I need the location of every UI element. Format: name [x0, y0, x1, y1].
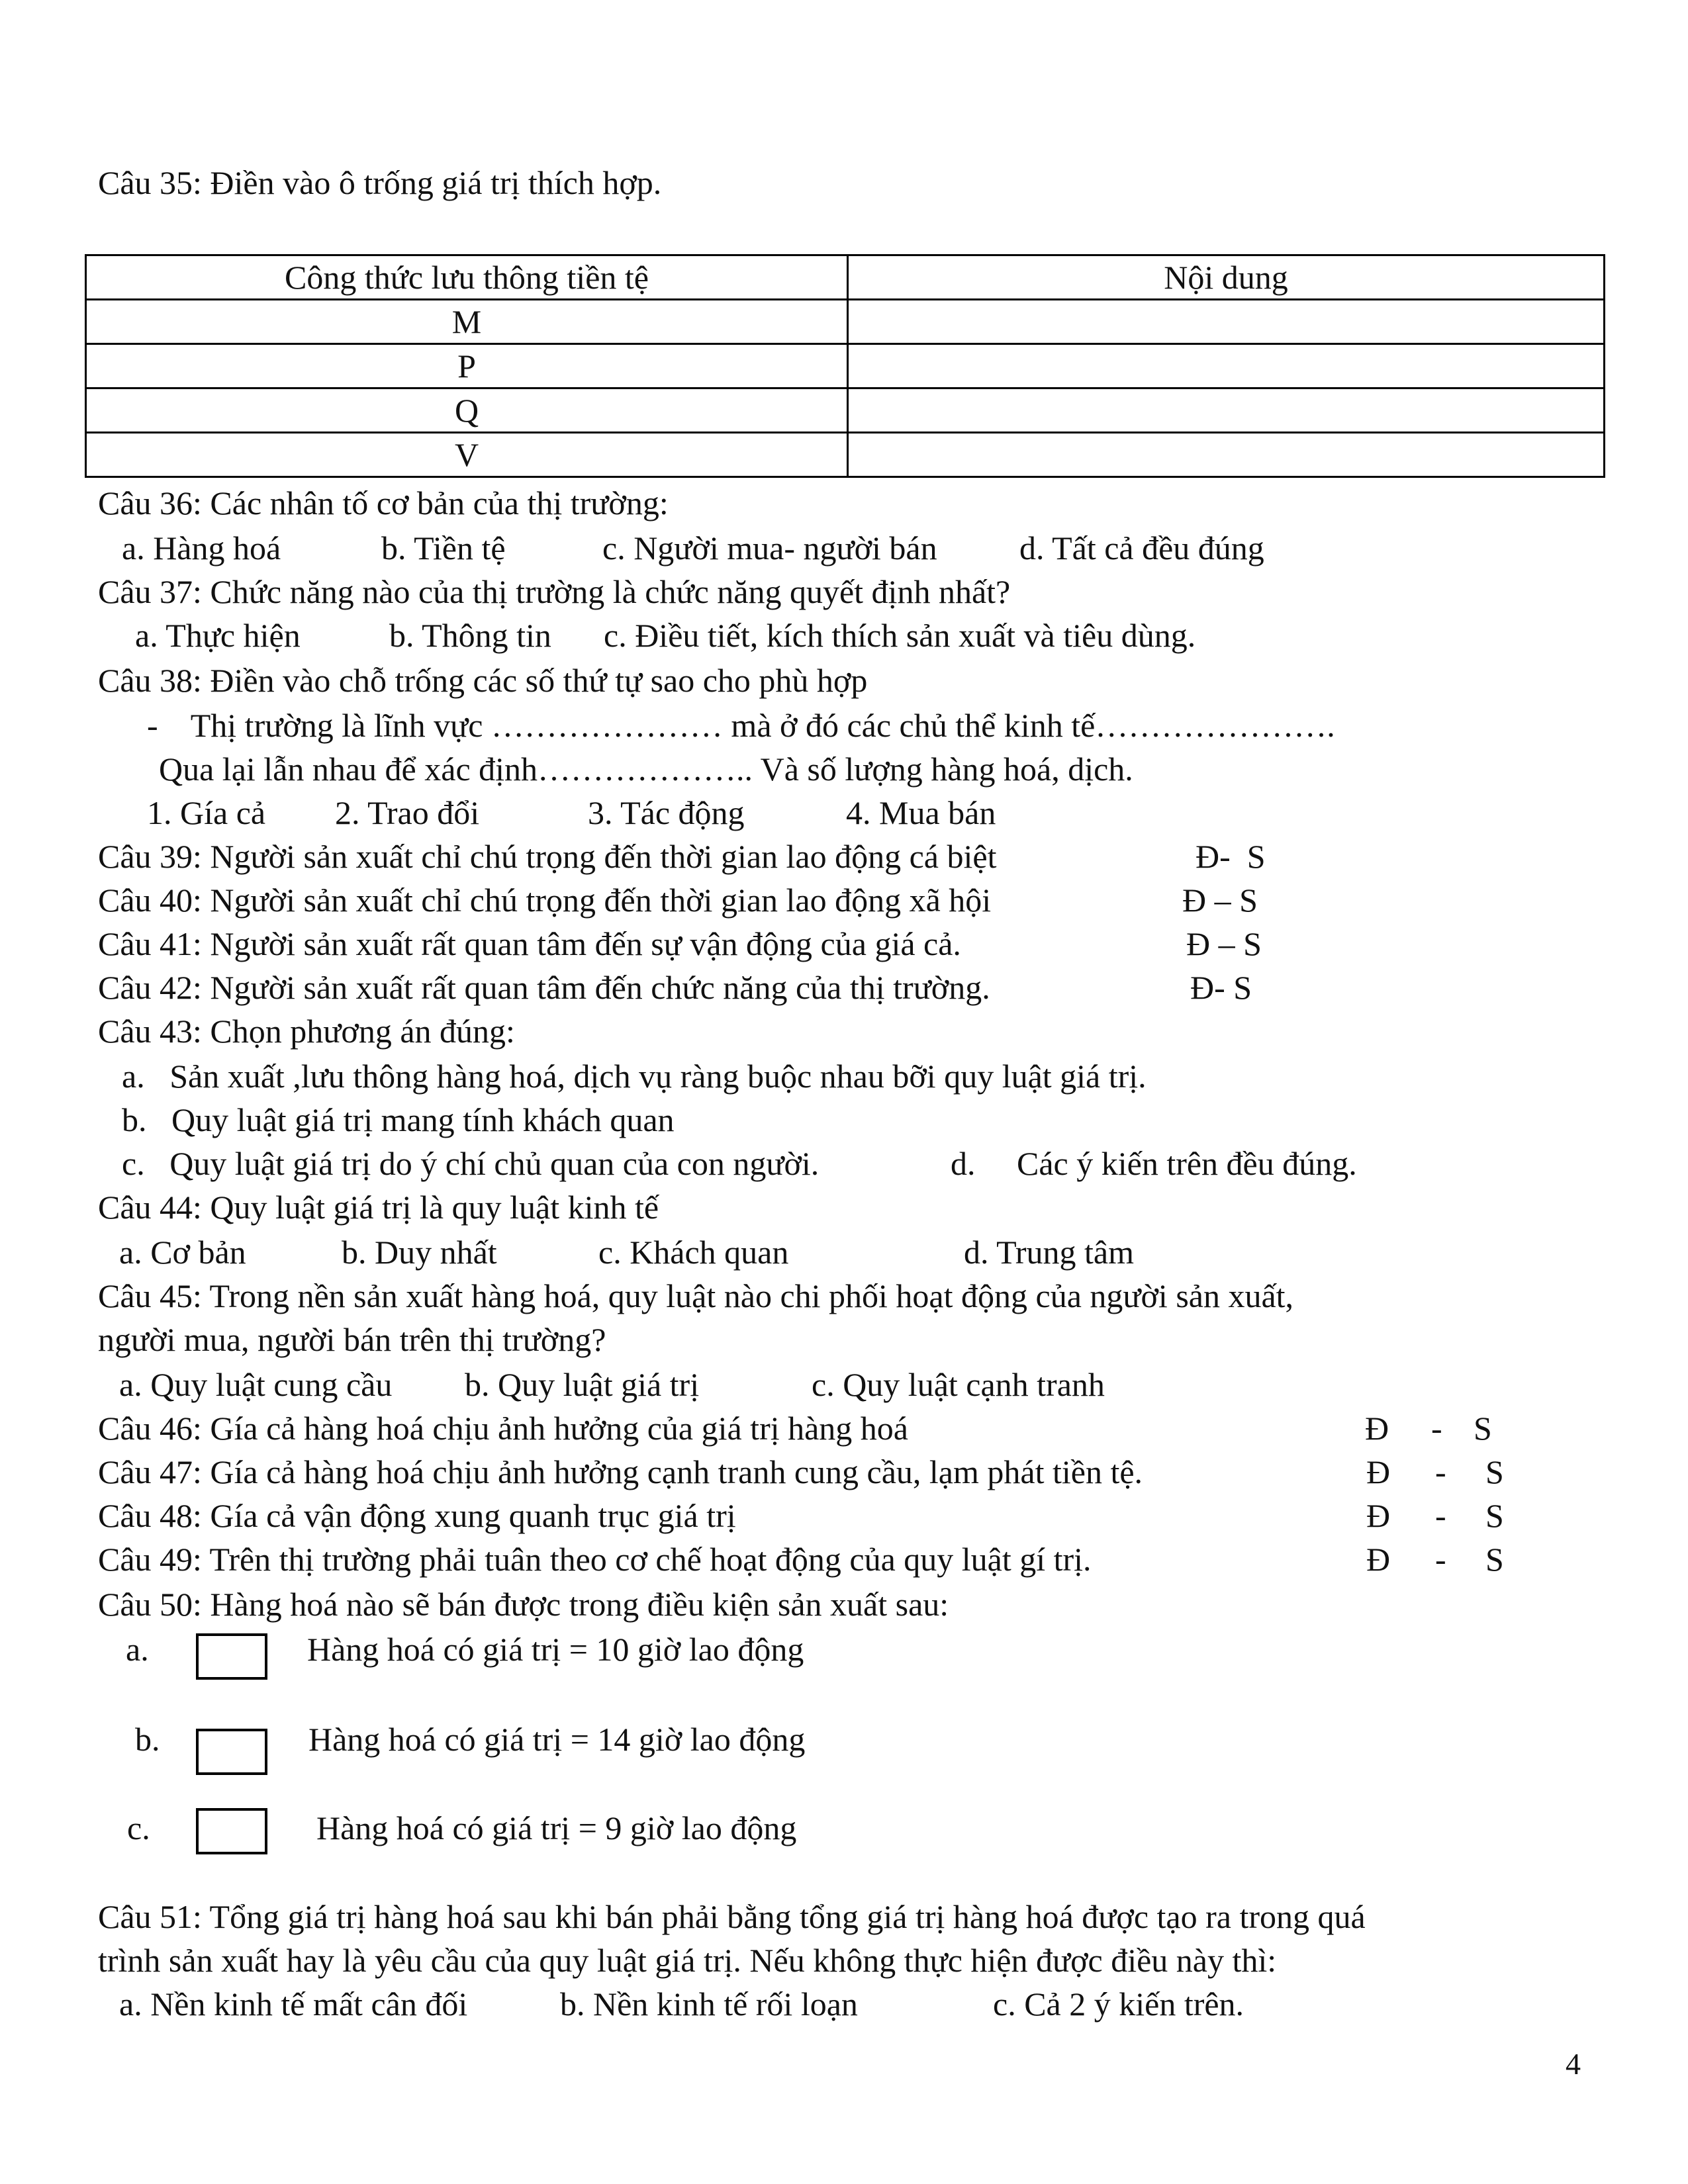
q44-option-d: d. Trung tâm — [964, 1234, 1135, 1271]
table-cell-blank[interactable] — [848, 300, 1605, 344]
q37-option-b: b. Thông tin — [389, 617, 551, 654]
q36-option-d: d. Tất cả đều đúng — [1019, 529, 1264, 567]
question-36: Câu 36: Các nhân tố cơ bản của thị trường: — [98, 484, 669, 522]
formula-table — [85, 254, 1605, 478]
question-51-line2: trình sản xuất hay là yêu cầu của quy luật giá trị. Nếu không thực hiện được điều này thì: — [98, 1942, 1277, 1979]
q49-mark-true: Đ — [1366, 1541, 1391, 1578]
table-cell-blank[interactable] — [848, 344, 1605, 388]
table-row — [86, 433, 1605, 477]
q50-option-a-label: Hàng hoá có giá trị = 10 giờ lao động — [307, 1631, 804, 1668]
q47-mark-true: Đ — [1366, 1453, 1391, 1490]
page-number: 4 — [1566, 2047, 1581, 2081]
q45-option-c: c. Quy luật cạnh tranh — [812, 1366, 1105, 1403]
table-cell-symbol: V — [86, 433, 848, 477]
question-48: Câu 48: Gía cả vận động xung quanh trục giá trị — [98, 1497, 736, 1534]
q38-statement-line1: - Thị trường là lĩnh vực ………………… mà ở đó các chủ thể kinh tế…………………. — [147, 707, 1335, 744]
q46-mark-false: S — [1474, 1410, 1492, 1447]
q48-mark-dash: - — [1435, 1497, 1446, 1534]
question-43: Câu 43: Chọn phương án đúng: — [98, 1013, 515, 1050]
table-row — [86, 344, 1605, 388]
table-row — [86, 388, 1605, 433]
q39-true-false-mark: Đ- S — [1196, 838, 1266, 875]
question-35: Câu 35: Điền vào ô trống giá trị thích hợp. — [98, 164, 662, 201]
q41-true-false-mark: Đ – S — [1186, 925, 1262, 962]
q48-mark-true: Đ — [1366, 1497, 1391, 1534]
q50-option-a-letter: a. — [126, 1631, 149, 1668]
table-cell-blank[interactable] — [848, 388, 1605, 433]
question-46: Câu 46: Gía cả hàng hoá chịu ảnh hưởng của giá trị hàng hoá — [98, 1410, 908, 1447]
q45-option-a: a. Quy luật cung cầu — [119, 1366, 393, 1403]
q47-mark-false: S — [1485, 1453, 1504, 1490]
q46-mark-true: Đ — [1365, 1410, 1389, 1447]
table-cell-symbol: P — [86, 344, 848, 388]
question-39: Câu 39: Người sản xuất chỉ chú trọng đến thời gian lao động cá biệt — [98, 838, 997, 875]
table-header-content: Nội dung — [848, 255, 1605, 300]
q46-mark-dash: - — [1431, 1410, 1442, 1447]
question-45-line1: Câu 45: Trong nền sản xuất hàng hoá, quy luật nào chi phối hoạt động của người sản xuất, — [98, 1277, 1294, 1314]
question-44: Câu 44: Quy luật giá trị là quy luật kinh tế — [98, 1189, 659, 1226]
q51-option-c: c. Cả 2 ý kiến trên. — [993, 1985, 1244, 2023]
q50-option-b-letter: b. — [135, 1721, 160, 1758]
q45-option-b: b. Quy luật giá trị — [465, 1366, 700, 1403]
question-45-line2: người mua, người bán trên thị trường? — [98, 1321, 606, 1358]
q49-mark-false: S — [1485, 1541, 1504, 1578]
q36-option-b: b. Tiền tệ — [381, 529, 506, 567]
table-header-formula: Công thức lưu thông tiền tệ — [86, 255, 848, 300]
q51-option-b: b. Nền kinh tế rối loạn — [560, 1985, 858, 2023]
question-51-line1: Câu 51: Tổng giá trị hàng hoá sau khi bán phải bằng tổng giá trị hàng hoá được tạo ra trong quá — [98, 1898, 1366, 1935]
table-cell-symbol: Q — [86, 388, 848, 433]
q38-option-4: 4. Mua bán — [846, 794, 996, 831]
q47-mark-dash: - — [1435, 1453, 1446, 1490]
question-49: Câu 49: Trên thị trường phải tuân theo cơ chế hoạt động của quy luật gí trị. — [98, 1541, 1092, 1578]
q38-option-1: 1. Gía cả — [147, 794, 266, 831]
q50-option-c-letter: c. — [127, 1809, 150, 1846]
question-47: Câu 47: Gía cả hàng hoá chịu ảnh hưởng cạnh tranh cung cầu, lạm phát tiền tệ. — [98, 1453, 1143, 1490]
q50-option-c-checkbox[interactable] — [196, 1808, 267, 1854]
q44-option-a: a. Cơ bản — [119, 1234, 246, 1271]
q50-option-b-label: Hàng hoá có giá trị = 14 giờ lao động — [308, 1721, 806, 1758]
question-41: Câu 41: Người sản xuất rất quan tâm đến sự vận động của giá cả. — [98, 925, 961, 962]
q43-option-b: b. Quy luật giá trị mang tính khách quan — [122, 1101, 675, 1138]
q37-option-a: a. Thực hiện — [135, 617, 301, 654]
q50-option-a-checkbox[interactable] — [196, 1633, 267, 1680]
q49-mark-dash: - — [1435, 1541, 1446, 1578]
table-cell-blank[interactable] — [848, 433, 1605, 477]
q42-true-false-mark: Đ- S — [1190, 969, 1252, 1006]
table-cell-symbol: M — [86, 300, 848, 344]
question-38: Câu 38: Điền vào chỗ trống các số thứ tự sao cho phù hợp — [98, 662, 868, 699]
question-50: Câu 50: Hàng hoá nào sẽ bán được trong điều kiện sản xuất sau: — [98, 1586, 949, 1623]
q38-option-3: 3. Tác động — [588, 794, 745, 831]
q43-option-a: a. Sản xuất ,lưu thông hàng hoá, dịch vụ ràng buộc nhau bỡi quy luật giá trị. — [122, 1058, 1147, 1095]
q50-option-c-label: Hàng hoá có giá trị = 9 giờ lao động — [316, 1809, 797, 1846]
q36-option-c: c. Người mua- người bán — [602, 529, 937, 567]
q43-option-c: c. Quy luật giá trị do ý chí chủ quan của con người. — [122, 1145, 820, 1182]
q38-statement-line2: Qua lại lẫn nhau để xác định……………….. Và số lượng hàng hoá, dịch. — [159, 751, 1133, 788]
question-40: Câu 40: Người sản xuất chỉ chú trọng đến thời gian lao động xã hội — [98, 882, 992, 919]
q51-option-a: a. Nền kinh tế mất cân đối — [119, 1985, 468, 2023]
q40-true-false-mark: Đ – S — [1182, 882, 1258, 919]
q50-option-b-checkbox[interactable] — [196, 1729, 267, 1775]
question-42: Câu 42: Người sản xuất rất quan tâm đến chức năng của thị trường. — [98, 969, 990, 1006]
q38-option-2: 2. Trao đổi — [335, 794, 480, 831]
q48-mark-false: S — [1485, 1497, 1504, 1534]
q44-option-b: b. Duy nhất — [342, 1234, 497, 1271]
q44-option-c: c. Khách quan — [598, 1234, 789, 1271]
table-row — [86, 300, 1605, 344]
q36-option-a: a. Hàng hoá — [122, 529, 281, 567]
q37-option-c: c. Điều tiết, kích thích sản xuất và tiêu dùng. — [604, 617, 1196, 654]
q43-option-d: d. Các ý kiến trên đều đúng. — [951, 1145, 1357, 1182]
table-header-row — [86, 255, 1605, 300]
question-37: Câu 37: Chức năng nào của thị trường là chức năng quyết định nhất? — [98, 573, 1011, 610]
